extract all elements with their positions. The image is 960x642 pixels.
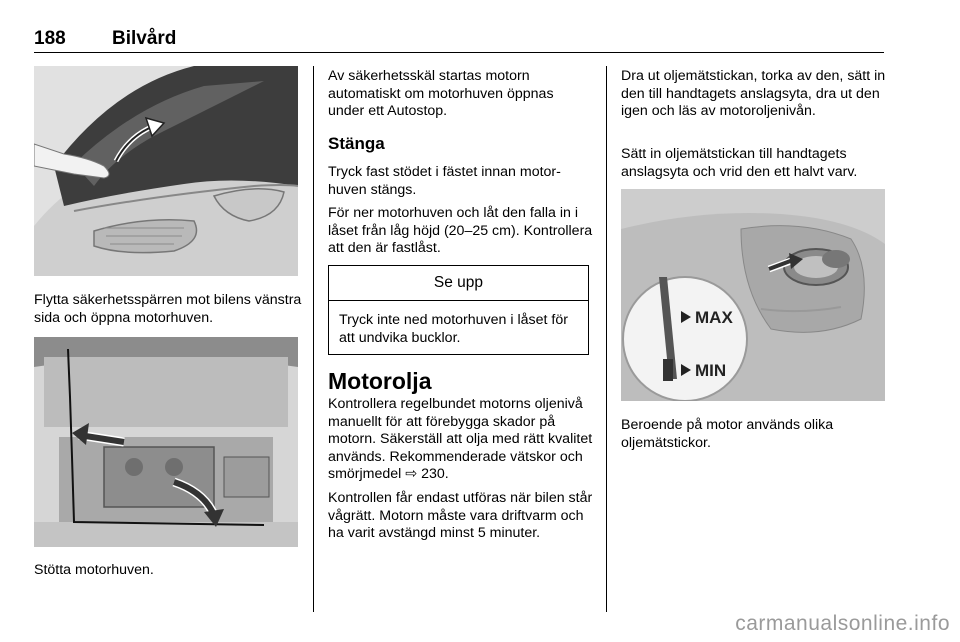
paragraph-dipstick-1: Dra ut oljemätstickan, torka av den, sätt in den till handtagets anslagsyta, dra ut den igen och läs av motoroljenivån. <box>621 68 886 120</box>
paragraph-oil-2: Kontrollen får endast utföras när bilen står vågrätt. Motorn måste vara driftvarm och ha varit avstängd minst 5 minuter. <box>328 490 593 542</box>
hood-latch-illustration <box>34 66 298 276</box>
paragraph-close-2: För ner motorhuven och låt den falla in i låset från låg höjd (20–25 cm). Kontrollera att den är fastlåst. <box>328 205 593 257</box>
watermark: carmanualsonline.info <box>735 612 950 635</box>
page-header <box>34 24 884 53</box>
caption-hood-latch: Flytta säkerhetsspärren mot bilens vänstra sida och öppna motorhuven. <box>34 292 302 326</box>
dipstick-min-label: MIN <box>695 361 727 380</box>
paragraph-oil-1: Kontrollera regelbundet motorns oljenivå manuellt för att förebygga skador på motorn. Säkerställ att olja med rätt kvalitet används. Rekommenderade vätskor och smörjmedel ⇨ 230. <box>328 396 593 483</box>
warning-title: Se upp <box>329 266 588 301</box>
hood-prop-illustration <box>34 337 298 547</box>
dipstick-max-label: MAX <box>695 308 733 327</box>
paragraph-dipstick-2: Sätt in oljemätstickan till handtagets anslagsyta och vrid den ett halvt varv. <box>621 146 858 180</box>
caption-dipsticks: Beroende på motor används olika oljemätstickor. <box>621 417 834 451</box>
warning-text: Tryck inte ned motorhuven i låset för att undvika bucklor. <box>339 312 568 346</box>
heading-close: Stänga <box>328 134 385 153</box>
page-number: 188 <box>34 28 66 49</box>
paragraph-close-1: Tryck fast stödet i fästet innan motorhuven stängs. <box>328 164 561 198</box>
heading-engine-oil: Motorolja <box>328 368 432 394</box>
column-divider <box>606 66 607 612</box>
caption-hood-prop: Stötta motorhuven. <box>34 562 154 578</box>
column-divider <box>313 66 314 612</box>
warning-box <box>328 265 589 355</box>
paragraph-autostop: Av säkerhetsskäl startas motorn automatiskt om motorhuven öppnas under ett Autostop. <box>328 68 554 120</box>
chapter-title: Bilvård <box>112 28 177 49</box>
dipstick-illustration <box>621 189 885 401</box>
